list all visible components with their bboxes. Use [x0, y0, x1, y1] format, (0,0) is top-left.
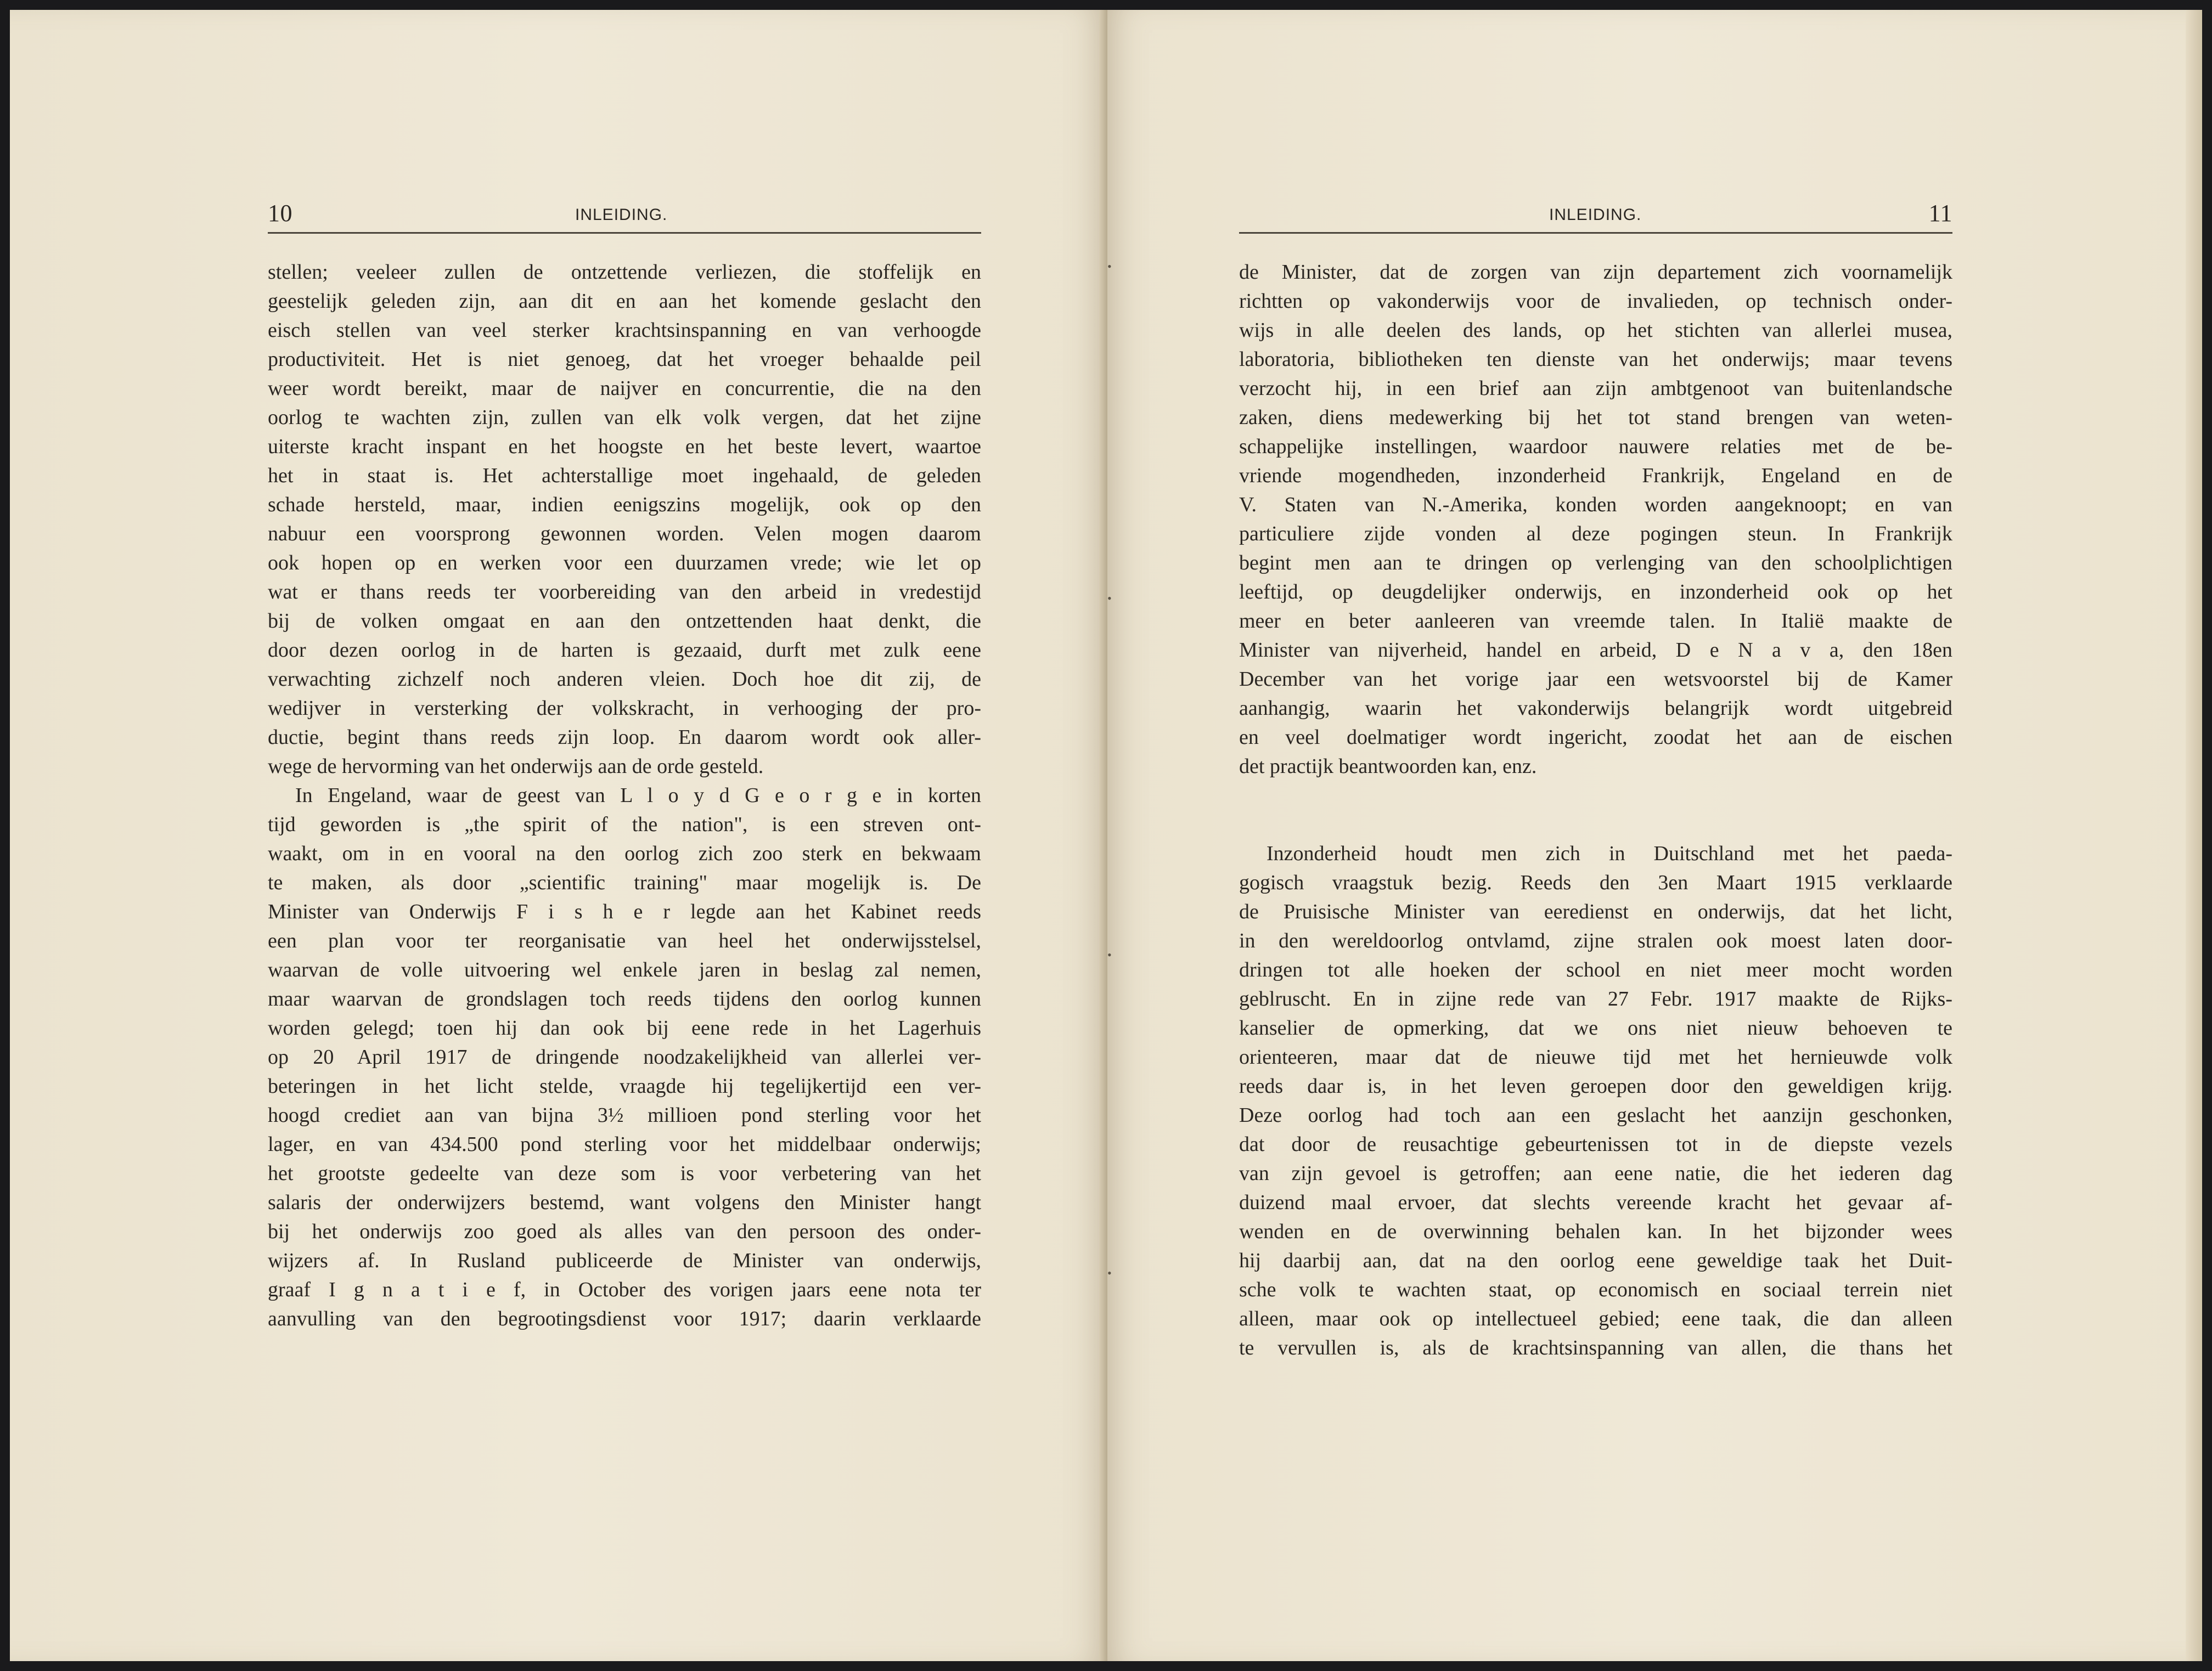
text-line: schade hersteld, maar, indien eenigszins mogelijk, ook op den: [268, 493, 981, 516]
text-line: en veel doelmatiger wordt ingericht, zoodat het aan de eischen: [1239, 726, 1952, 749]
running-head: INLEIDING.: [575, 206, 668, 224]
text-line: sche volk te wachten staat, op economisch en sociaal terrein niet: [1239, 1278, 1952, 1301]
text-line: hoogd crediet aan van bijna 3½ millioen pond sterling voor het: [268, 1104, 981, 1127]
text-line: waakt, om in en vooral na den oorlog zich zoo sterk en bekwaam: [268, 842, 981, 865]
stitch-mark: •: [1107, 591, 1112, 605]
text-line: particuliere zijde vonden al deze pogingen steun. In Frankrijk: [1239, 522, 1952, 545]
right-page: [1107, 10, 2202, 1661]
text-line: weer wordt bereikt, maar de naijver en concurrentie, die na den: [268, 377, 981, 400]
text-line: bij de volken omgaat en aan den ontzettenden haat denkt, die: [268, 609, 981, 633]
text-line: In Engeland, waar de geest van L l o y d G e o r g e in korten: [295, 784, 981, 807]
text-line: het grootste gedeelte van deze som is voor verbetering van het: [268, 1162, 981, 1185]
text-line: de Pruisische Minister van eeredienst en onderwijs, dat het licht,: [1239, 900, 1952, 923]
paragraph-gap: [1239, 781, 1952, 810]
text-line: het in staat is. Het achterstallige moet ingehaald, de geleden: [268, 464, 981, 487]
text-line: wijs in alle deelen des lands, op het stichten van allerlei musea,: [1239, 319, 1952, 342]
text-line: ductie, begint thans reeds zijn loop. En daarom wordt ook aller-: [268, 726, 981, 749]
paragraph-gap: [1239, 810, 1952, 839]
text-line: aanhangig, waarin het vakonderwijs belangrijk wordt uitgebreid: [1239, 697, 1952, 720]
stitch-mark: •: [1107, 948, 1112, 962]
text-line: te maken, als door „scientific training" maar mogelijk is. De: [268, 871, 981, 894]
text-line: eisch stellen van veel sterker krachtsinspanning en van verhoogde: [268, 319, 981, 342]
right-page-body: [1239, 258, 1952, 1363]
text-line: alleen, maar ook op intellectueel gebied; eene taak, die dan alleen: [1239, 1307, 1952, 1330]
text-line: meer en beter aanleeren van vreemde talen. In Italië maakte de: [1239, 609, 1952, 633]
text-line: Deze oorlog had toch aan een geslacht het aanzijn geschonken,: [1239, 1104, 1952, 1127]
text-line: hij daarbij aan, dat na den oorlog eene geweldige taak het Duit-: [1239, 1249, 1952, 1272]
text-line: geestelijk geleden zijn, aan dit en aan het komende geslacht den: [268, 290, 981, 313]
text-line: wat er thans reeds ter voorbereiding van den arbeid in vredestijd: [268, 580, 981, 603]
left-page-body: [268, 258, 981, 1334]
text-line: richtten op vakonderwijs voor de invalieden, op technisch onder-: [1239, 290, 1952, 313]
text-line: schappelijke instellingen, waardoor nauwere relaties met de be-: [1239, 435, 1952, 458]
text-line: uiterste kracht inspant en het hoogste en het beste levert, waartoe: [268, 435, 981, 458]
text-line: orienteeren, maar dat de nieuwe tijd met het hernieuwde volk: [1239, 1046, 1952, 1069]
text-line: te vervullen is, als de krachtsinspanning van allen, die thans het: [1239, 1336, 1952, 1359]
text-line: Minister van nijverheid, handel en arbeid, D e N a v a, den 18en: [1239, 639, 1952, 662]
text-line: vriende mogendheden, inzonderheid Frankrijk, Engeland en de: [1239, 464, 1952, 487]
text-line: nabuur een voorsprong gewonnen worden. Velen mogen daarom: [268, 522, 981, 545]
text-line: een plan voor ter reorganisatie van heel het onderwijsstelsel,: [268, 929, 981, 952]
page-edge: [2186, 10, 2202, 1661]
text-line: verwachting zichzelf noch anderen vleien. Doch hoe dit zij, de: [268, 668, 981, 691]
text-line: van zijn gevoel is getroffen; aan eene natie, die het iederen dag: [1239, 1162, 1952, 1185]
text-line: wijzers af. In Rusland publiceerde de Minister van onderwijs,: [268, 1249, 981, 1272]
text-line: stellen; veeleer zullen de ontzettende verliezen, die stoffelijk en: [268, 261, 981, 284]
stitch-mark: •: [1107, 1266, 1112, 1280]
text-line: laboratoria, bibliotheken ten dienste van het onderwijs; maar tevens: [1239, 348, 1952, 371]
text-line: oorlog te wachten zijn, zullen van elk volk vergen, dat het zijne: [268, 406, 981, 429]
text-line: begint men aan te dringen op verlenging van den schoolplichtigen: [1239, 551, 1952, 574]
text-line: op 20 April 1917 de dringende noodzakelijkheid van allerlei ver-: [268, 1046, 981, 1069]
text-line: V. Staten van N.-Amerika, konden worden aangeknoopt; en van: [1239, 493, 1952, 516]
text-line: aanvulling van den begrootingsdienst voor 1917; daarin verklaarde: [268, 1307, 981, 1330]
page-number: 10: [268, 200, 292, 227]
book-spread: [10, 10, 2202, 1661]
text-line: tijd geworden is „the spirit of the nation", is een streven ont-: [268, 813, 981, 836]
text-line: de Minister, dat de zorgen van zijn departement zich voornamelijk: [1239, 261, 1952, 284]
text-line: dringen tot alle hoeken der school en niet meer mocht worden: [1239, 958, 1952, 981]
page-number: 11: [1928, 200, 1952, 227]
text-line: wenden en de overwinning behalen kan. In het bijzonder wees: [1239, 1220, 1952, 1243]
text-line: dat door de reusachtige gebeurtenissen tot in de diepste vezels: [1239, 1133, 1952, 1156]
text-line: reeds daar is, in het leven geroepen door den geweldigen krijg.: [1239, 1075, 1952, 1098]
text-line: waarvan de volle uitvoering wel enkele jaren in beslag zal nemen,: [268, 958, 981, 981]
text-line: productiviteit. Het is niet genoeg, dat het vroeger behaalde peil: [268, 348, 981, 371]
text-line: in den wereldoorlog ontvlamd, zijne stralen ook moest laten door-: [1239, 929, 1952, 952]
text-line: salaris der onderwijzers bestemd, want volgens den Minister hangt: [268, 1191, 981, 1214]
text-line: lager, en van 434.500 pond sterling voor het middelbaar onderwijs;: [268, 1133, 981, 1156]
running-head: INLEIDING.: [1549, 206, 1642, 224]
text-line: det practijk beantwoorden kan, enz.: [1239, 755, 1537, 778]
text-line: December van het vorige jaar een wetsvoorstel bij de Kamer: [1239, 668, 1952, 691]
text-line: leeftijd, op deugdelijker onderwijs, en inzonderheid ook op het: [1239, 580, 1952, 603]
text-line: wedijver in versterking der volkskracht, in verhooging der pro-: [268, 697, 981, 720]
text-line: bij het onderwijs zoo goed als alles van den persoon des onder-: [268, 1220, 981, 1243]
left-page: [10, 10, 1105, 1661]
text-line: door dezen oorlog in de harten is gezaaid, durft met zulk eene: [268, 639, 981, 662]
text-line: wege de hervorming van het onderwijs aan de orde gesteld.: [268, 755, 764, 778]
right-page-header: [1239, 199, 1952, 234]
text-line: Minister van Onderwijs F i s h e r legde aan het Kabinet reeds: [268, 900, 981, 923]
text-line: duizend maal ervoer, dat slechts vereende kracht het gevaar af-: [1239, 1191, 1952, 1214]
text-line: verzocht hij, in een brief aan zijn ambtgenoot van buitenlandsche: [1239, 377, 1952, 400]
text-line: kanselier de opmerking, dat we ons niet nieuw behoeven te: [1239, 1017, 1952, 1040]
text-line: geblruscht. En in zijne rede van 27 Febr. 1917 maakte de Rijks-: [1239, 987, 1952, 1010]
text-line: Inzonderheid houdt men zich in Duitschland met het paeda-: [1267, 842, 1952, 865]
text-line: worden gelegd; toen hij dan ook bij eene rede in het Lagerhuis: [268, 1017, 981, 1040]
text-line: beteringen in het licht stelde, vraagde hij tegelijkertijd een ver-: [268, 1075, 981, 1098]
text-line: maar waarvan de grondslagen toch reeds tijdens den oorlog kunnen: [268, 987, 981, 1010]
text-line: gogisch vraagstuk bezig. Reeds den 3en Maart 1915 verklaarde: [1239, 871, 1952, 894]
text-line: ook hopen op en werken voor een duurzamen vrede; wie let op: [268, 551, 981, 574]
text-line: zaken, diens medewerking bij het tot stand brengen van weten-: [1239, 406, 1952, 429]
stitch-mark: •: [1107, 259, 1112, 273]
left-page-header: [268, 199, 981, 234]
text-line: graaf I g n a t i e f, in October des vorigen jaars eene nota ter: [268, 1278, 981, 1301]
